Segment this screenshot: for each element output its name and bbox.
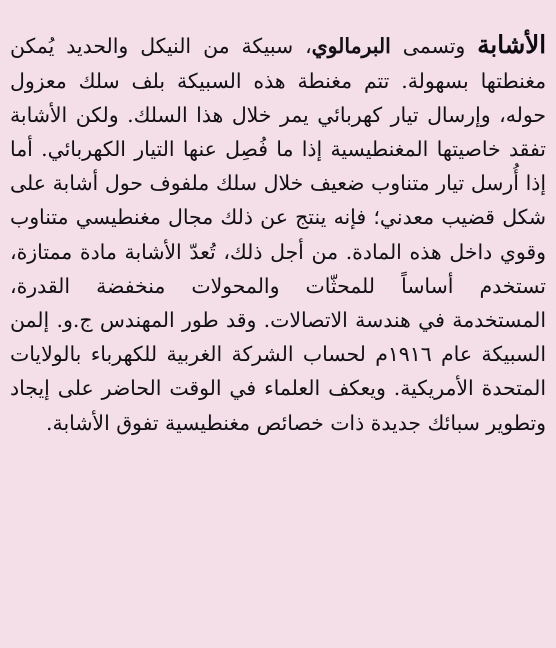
intro-text: وتسمى xyxy=(402,34,466,59)
headword: الأشابة xyxy=(477,30,546,60)
alternate-name: البرمالوي xyxy=(311,34,391,59)
article-paragraph xyxy=(10,28,546,648)
article-body: ، سبيكة من النيكل والحديد يُمكن مغنطتها بسهولة. تتم مغنطة هذه السبيكة بلف سلك معزول حوله، وإرسال تيار كهربائي يمر خلال هذا السلك. ولكن الأشابة تفقد خاصيتها المغنطيسية إذا ما فُصِل عنها التيار الكهربائي. أما إذا أُرسل تيار متناوب ضعيف خلال سلك ملفوف حول أشابة على شكل قضيب معدني؛ فإنه ينتج عن ذلك مجال مغنطيسي متناوب وقوي داخل هذه المادة. من أجل ذلك، تُعدّ الأشابة مادة ممتازة، تستخدم أساساً للمحثّات والمحولات منخفضة القدرة، المستخدمة في هندسة الاتصالات. وقد طور المهندس ج.و. إلمن السبيكة عام ١٩١٦م لحساب الشركة الغربية للكهرباء بالولايات المتحدة الأمريكية. ويعكف العلماء في الوقت الحاضر على إيجاد وتطوير سبائك جديدة ذات خصائص مغنطيسية تفوق الأشابة. xyxy=(10,34,546,435)
